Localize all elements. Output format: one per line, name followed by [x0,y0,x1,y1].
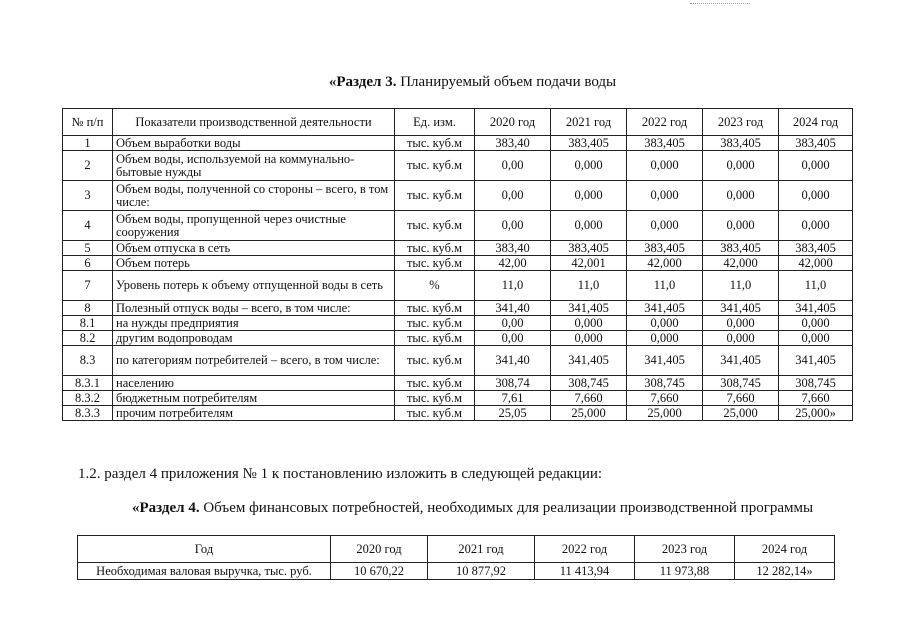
value-2022: 7,660 [627,391,703,406]
amendment-paragraph: 1.2. раздел 4 приложения № 1 к постановлению изложить в следующей редакции: [78,466,603,482]
value-2022: 383,405 [627,241,703,256]
water-supply-table [62,108,853,421]
table-row [63,331,853,346]
value-2024: 11,0 [779,271,853,301]
header-cell: 2024 год [779,109,853,136]
table-row [63,256,853,271]
header-cell: Год [78,536,331,563]
indicator-name: Объем воды, пропущенной через очистные сооружения [113,211,395,241]
unit: тыс. куб.м [395,301,475,316]
value-2021: 341,405 [551,301,627,316]
table-row [63,181,853,211]
value-2024: 12 282,14» [735,563,835,580]
value-2024: 7,660 [779,391,853,406]
section4-title-text: Объем финансовых потребностей, необходимых для реализации производственной программы [203,500,814,516]
value-2023: 0,000 [703,211,779,241]
value-2022: 42,000 [627,256,703,271]
value-2020: 0,00 [475,331,551,346]
value-2023: 308,745 [703,376,779,391]
header-cell: 2020 год [475,109,551,136]
value-2024: 0,000 [779,211,853,241]
value-2024: 25,000» [779,406,853,421]
value-2022: 308,745 [627,376,703,391]
indicator-name: Объем воды, используемой на коммунально-бытовые нужды [113,151,395,181]
header-cell: № п/п [63,109,113,136]
indicator-name: Уровень потерь к объему отпущенной воды в сеть [113,271,395,301]
unit: тыс. куб.м [395,241,475,256]
row-number: 8.3.1 [63,376,113,391]
value-2021: 11,0 [551,271,627,301]
table-row [63,376,853,391]
value-2021: 7,660 [551,391,627,406]
unit: тыс. куб.м [395,256,475,271]
indicator-name: Объем воды, полученной со стороны – всего, в том числе: [113,181,395,211]
section3-title-text: Планируемый объем подачи воды [400,74,617,90]
value-2024: 308,745 [779,376,853,391]
value-2020: 341,40 [475,301,551,316]
value-2021: 42,001 [551,256,627,271]
value-2022: 0,000 [627,331,703,346]
value-2020: 0,00 [475,181,551,211]
header-cell: 2022 год [535,536,635,563]
table-header-row [78,536,835,563]
indicator-name: на нужды предприятия [113,316,395,331]
value-2023: 341,405 [703,301,779,316]
value-2024: 0,000 [779,316,853,331]
value-2023: 25,000 [703,406,779,421]
value-2022: 0,000 [627,211,703,241]
row-number: 4 [63,211,113,241]
table-row [63,406,853,421]
header-cell: 2020 год [331,536,428,563]
indicator-name: Объем отпуска в сеть [113,241,395,256]
value-2023: 383,405 [703,241,779,256]
indicator-name: Необходимая валовая выручка, тыс. руб. [78,563,331,580]
section4-title [132,500,813,517]
value-2021: 0,000 [551,151,627,181]
value-2020: 383,40 [475,241,551,256]
header-cell: 2024 год [735,536,835,563]
unit: тыс. куб.м [395,316,475,331]
row-number: 5 [63,241,113,256]
value-2024: 341,405 [779,346,853,376]
value-2020: 0,00 [475,316,551,331]
row-number: 8.3.2 [63,391,113,406]
table-row [63,271,853,301]
table-row [63,316,853,331]
value-2022: 341,405 [627,346,703,376]
value-2022: 25,000 [627,406,703,421]
unit: тыс. куб.м [395,211,475,241]
section3-prefix: «Раздел 3. [328,74,397,90]
header-cell: 2021 год [551,109,627,136]
value-2023: 383,405 [703,136,779,151]
unit: % [395,271,475,301]
header-cell: 2023 год [703,109,779,136]
indicator-name: населению [113,376,395,391]
table-row [63,151,853,181]
value-2022: 11,0 [627,271,703,301]
value-2020: 383,40 [475,136,551,151]
table-row [63,136,853,151]
indicator-name: бюджетным потребителям [113,391,395,406]
value-2021: 383,405 [551,136,627,151]
value-2021: 308,745 [551,376,627,391]
value-2020: 42,00 [475,256,551,271]
header-cell: 2022 год [627,109,703,136]
value-2023: 7,660 [703,391,779,406]
value-2022: 0,000 [627,316,703,331]
value-2022: 341,405 [627,301,703,316]
unit: тыс. куб.м [395,406,475,421]
header-cell: 2021 год [428,536,535,563]
value-2024: 42,000 [779,256,853,271]
value-2022: 0,000 [627,151,703,181]
value-2024: 341,405 [779,301,853,316]
header-cell: Ед. изм. [395,109,475,136]
scan-artifact-line [690,3,750,4]
value-2022: 383,405 [627,136,703,151]
value-2023: 42,000 [703,256,779,271]
value-2021: 341,405 [551,346,627,376]
value-2021: 383,405 [551,241,627,256]
header-cell: 2023 год [635,536,735,563]
value-2024: 0,000 [779,151,853,181]
table-row [63,241,853,256]
value-2024: 383,405 [779,136,853,151]
value-2023: 0,000 [703,316,779,331]
value-2021: 25,000 [551,406,627,421]
row-number: 3 [63,181,113,211]
value-2020: 7,61 [475,391,551,406]
value-2020: 308,74 [475,376,551,391]
value-2020: 11,0 [475,271,551,301]
value-2023: 11 973,88 [635,563,735,580]
value-2021: 10 877,92 [428,563,535,580]
value-2021: 0,000 [551,331,627,346]
row-number: 7 [63,271,113,301]
unit: тыс. куб.м [395,151,475,181]
header-cell: Показатели производственной деятельности [113,109,395,136]
value-2023: 0,000 [703,151,779,181]
row-number: 8 [63,301,113,316]
section4-prefix: «Раздел 4. [132,500,200,516]
table-row [78,563,835,580]
value-2020: 0,00 [475,151,551,181]
row-number: 2 [63,151,113,181]
row-number: 8.3 [63,346,113,376]
value-2022: 11 413,94 [535,563,635,580]
indicator-name: другим водопроводам [113,331,395,346]
table-row [63,391,853,406]
indicator-name: по категориям потребителей – всего, в том числе: [113,346,395,376]
value-2024: 0,000 [779,181,853,211]
table-row [63,346,853,376]
value-2023: 0,000 [703,181,779,211]
unit: тыс. куб.м [395,346,475,376]
value-2023: 11,0 [703,271,779,301]
unit: тыс. куб.м [395,136,475,151]
row-number: 8.3.3 [63,406,113,421]
value-2020: 0,00 [475,211,551,241]
row-number: 6 [63,256,113,271]
value-2024: 383,405 [779,241,853,256]
value-2024: 0,000 [779,331,853,346]
row-number: 8.1 [63,316,113,331]
unit: тыс. куб.м [395,331,475,346]
row-number: 8.2 [63,331,113,346]
unit: тыс. куб.м [395,376,475,391]
unit: тыс. куб.м [395,391,475,406]
table-row [63,211,853,241]
value-2022: 0,000 [627,181,703,211]
value-2021: 0,000 [551,181,627,211]
section3-title [0,74,905,91]
financial-needs-table [77,535,835,580]
table-header-row [63,109,853,136]
value-2021: 0,000 [551,211,627,241]
value-2020: 341,40 [475,346,551,376]
value-2023: 0,000 [703,331,779,346]
unit: тыс. куб.м [395,181,475,211]
indicator-name: Полезный отпуск воды – всего, в том числе: [113,301,395,316]
indicator-name: прочим потребителям [113,406,395,421]
value-2021: 0,000 [551,316,627,331]
indicator-name: Объем потерь [113,256,395,271]
row-number: 1 [63,136,113,151]
table-row [63,301,853,316]
indicator-name: Объем выработки воды [113,136,395,151]
value-2023: 341,405 [703,346,779,376]
value-2020: 10 670,22 [331,563,428,580]
value-2020: 25,05 [475,406,551,421]
